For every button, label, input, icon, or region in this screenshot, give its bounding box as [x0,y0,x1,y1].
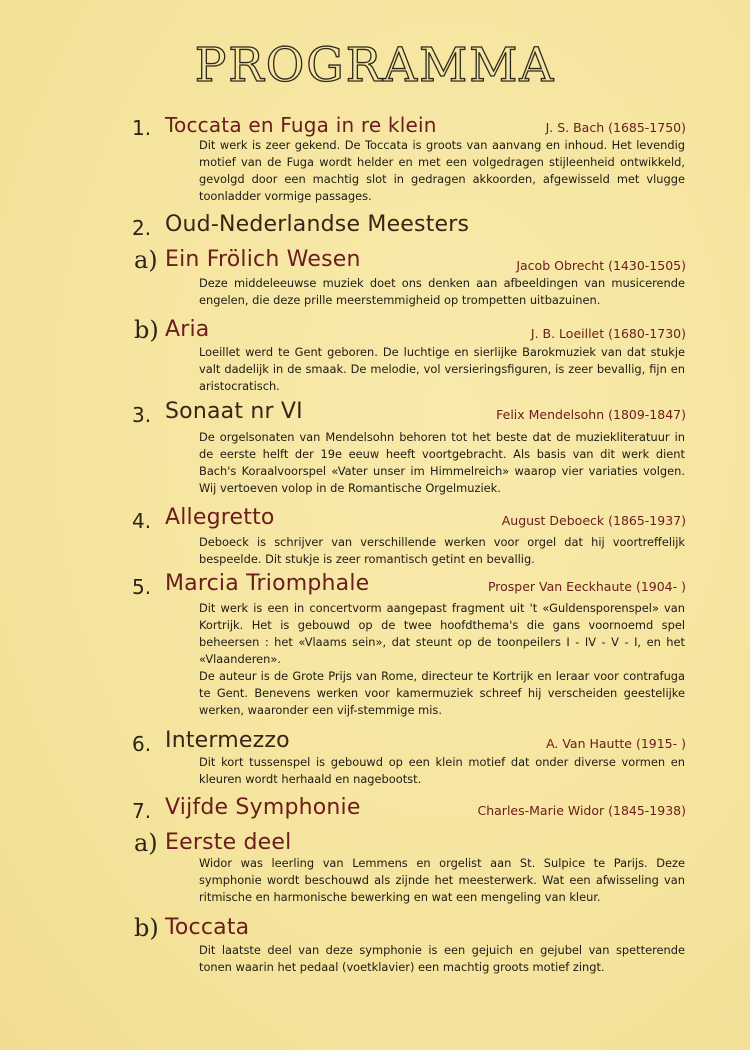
piece-description [199,534,685,568]
composer: August Deboeck (1865-1937) [501,513,686,528]
item-number: 3. [132,403,152,427]
piece-description [199,855,685,906]
description-paragraph: Dit kort tussenspel is gebouwd op een klein motief dat onder diverse vormen en kleuren wordt herhaald en nagebootst. [199,755,685,786]
item-letter: a) [134,246,158,274]
piece-title: Ein Frölich Wesen [165,247,361,272]
item-number: 2. [132,216,152,240]
piece-description [199,137,685,205]
composer: J. B. Loeillet (1680-1730) [530,326,686,341]
composer: Jacob Obrecht (1430-1505) [516,258,686,273]
section-title: Oud-Nederlandse Meesters [165,212,470,237]
composer: Prosper Van Eeckhaute (1904- ) [487,579,686,594]
item-number: 7. [132,799,152,823]
piece-description [199,275,685,309]
item-number: 4. [132,509,152,533]
piece-description [199,429,685,497]
item-letter: b) [134,316,159,344]
piece-title: Marcia Triomphale [165,571,370,596]
piece-title: Toccata [165,915,250,940]
description-paragraph: De auteur is de Grote Prijs van Rome, directeur te Kortrijk en leraar voor contrafuga te Gent. Benevens werken voor kamermuziek schreef hij verscheiden geestelijke werken, waaronder een vijf-stemmige mis. [199,669,685,717]
piece-title: Sonaat nr VI [165,399,303,424]
item-letter: b) [134,914,159,942]
piece-title: Intermezzo [165,728,290,753]
piece-description [199,344,685,395]
composer: A. Van Hautte (1915- ) [546,736,686,751]
page-title: PROGRAMMA [194,38,556,93]
piece-description [199,942,685,976]
composer: J. S. Bach (1685-1750) [545,120,686,135]
piece-title: Allegretto [165,505,275,530]
description-paragraph: Dit laatste deel van deze symphonie is een gejuich en gejubel van spetterende tonen waarin het pedaal (voetklavier) een machtig groots motief zingt. [199,943,685,974]
description-paragraph: Dit werk is zeer gekend. De Toccata is groots van aanvang en inhoud. Het levendig motief van de Fuga wordt helder en met een volgedragen stijleenheid ontwikkeld, gevolgd door een machtig slot in gedragen akkoorden, afgewisseld met vlugge toonladder vormige passages. [199,138,685,203]
description-paragraph: De orgelsonaten van Mendelsohn behoren tot het beste dat de muziekliteratuur in de eerste helft der 19e eeuw heeft voortgebracht. Als basis van dit werk dient Bach's Koraalvoorspel «Vater unser im Himmelreich» waarop vier variaties volgen. Wij vertoeven volop in de Romantische Orgelmuziek. [199,430,685,495]
piece-title: Aria [165,317,210,342]
composer: Felix Mendelsohn (1809-1847) [496,407,686,422]
piece-title: Eerste deel [165,830,292,855]
item-number: 6. [132,732,152,756]
piece-title: Vijfde Symphonie [165,795,361,820]
piece-title: Toccata en Fuga in re klein [165,113,437,137]
piece-description [199,754,685,788]
description-paragraph: Widor was leerling van Lemmens en orgelist aan St. Sulpice te Parijs. Deze symphonie wordt beschouwd als zijnde het meesterwerk. Wat een afwisseling van ritmische en harmonische bewerking en wat een mengeling van kleur. [199,856,685,904]
composer: Charles-Marie Widor (1845-1938) [477,803,686,818]
description-paragraph: Dit werk is een in concertvorm aangepast fragment uit 't «Guldensporenspel» van Kortrijk. Het is gebouwd op de twee hoofdthema's die gans voornoemd spel beheersen : het «Vlaams sein», dat steunt op de toonpeilers I - IV - V - I, en het «Vlaanderen». [199,601,685,666]
description-paragraph: Deze middeleeuwse muziek doet ons denken aan afbeeldingen van musicerende engelen, die deze prille meerstemmigheid op trompetten uitbazuinen. [199,276,685,307]
item-letter: a) [134,829,158,857]
item-number: 5. [132,575,152,599]
piece-description [199,600,685,719]
description-paragraph: Deboeck is schrijver van verschillende werken voor orgel dat hij voortreffelijk bespeelde. Dit stukje is zeer romantisch getint en bevallig. [199,535,685,566]
item-number: 1. [132,116,152,140]
description-paragraph: Loeillet werd te Gent geboren. De luchtige en sierlijke Barokmuziek van dat stukje valt dadelijk in de smaak. De melodie, vol versieringsfiguren, is zeer bevallig, fijn en aristocratisch. [199,345,685,393]
